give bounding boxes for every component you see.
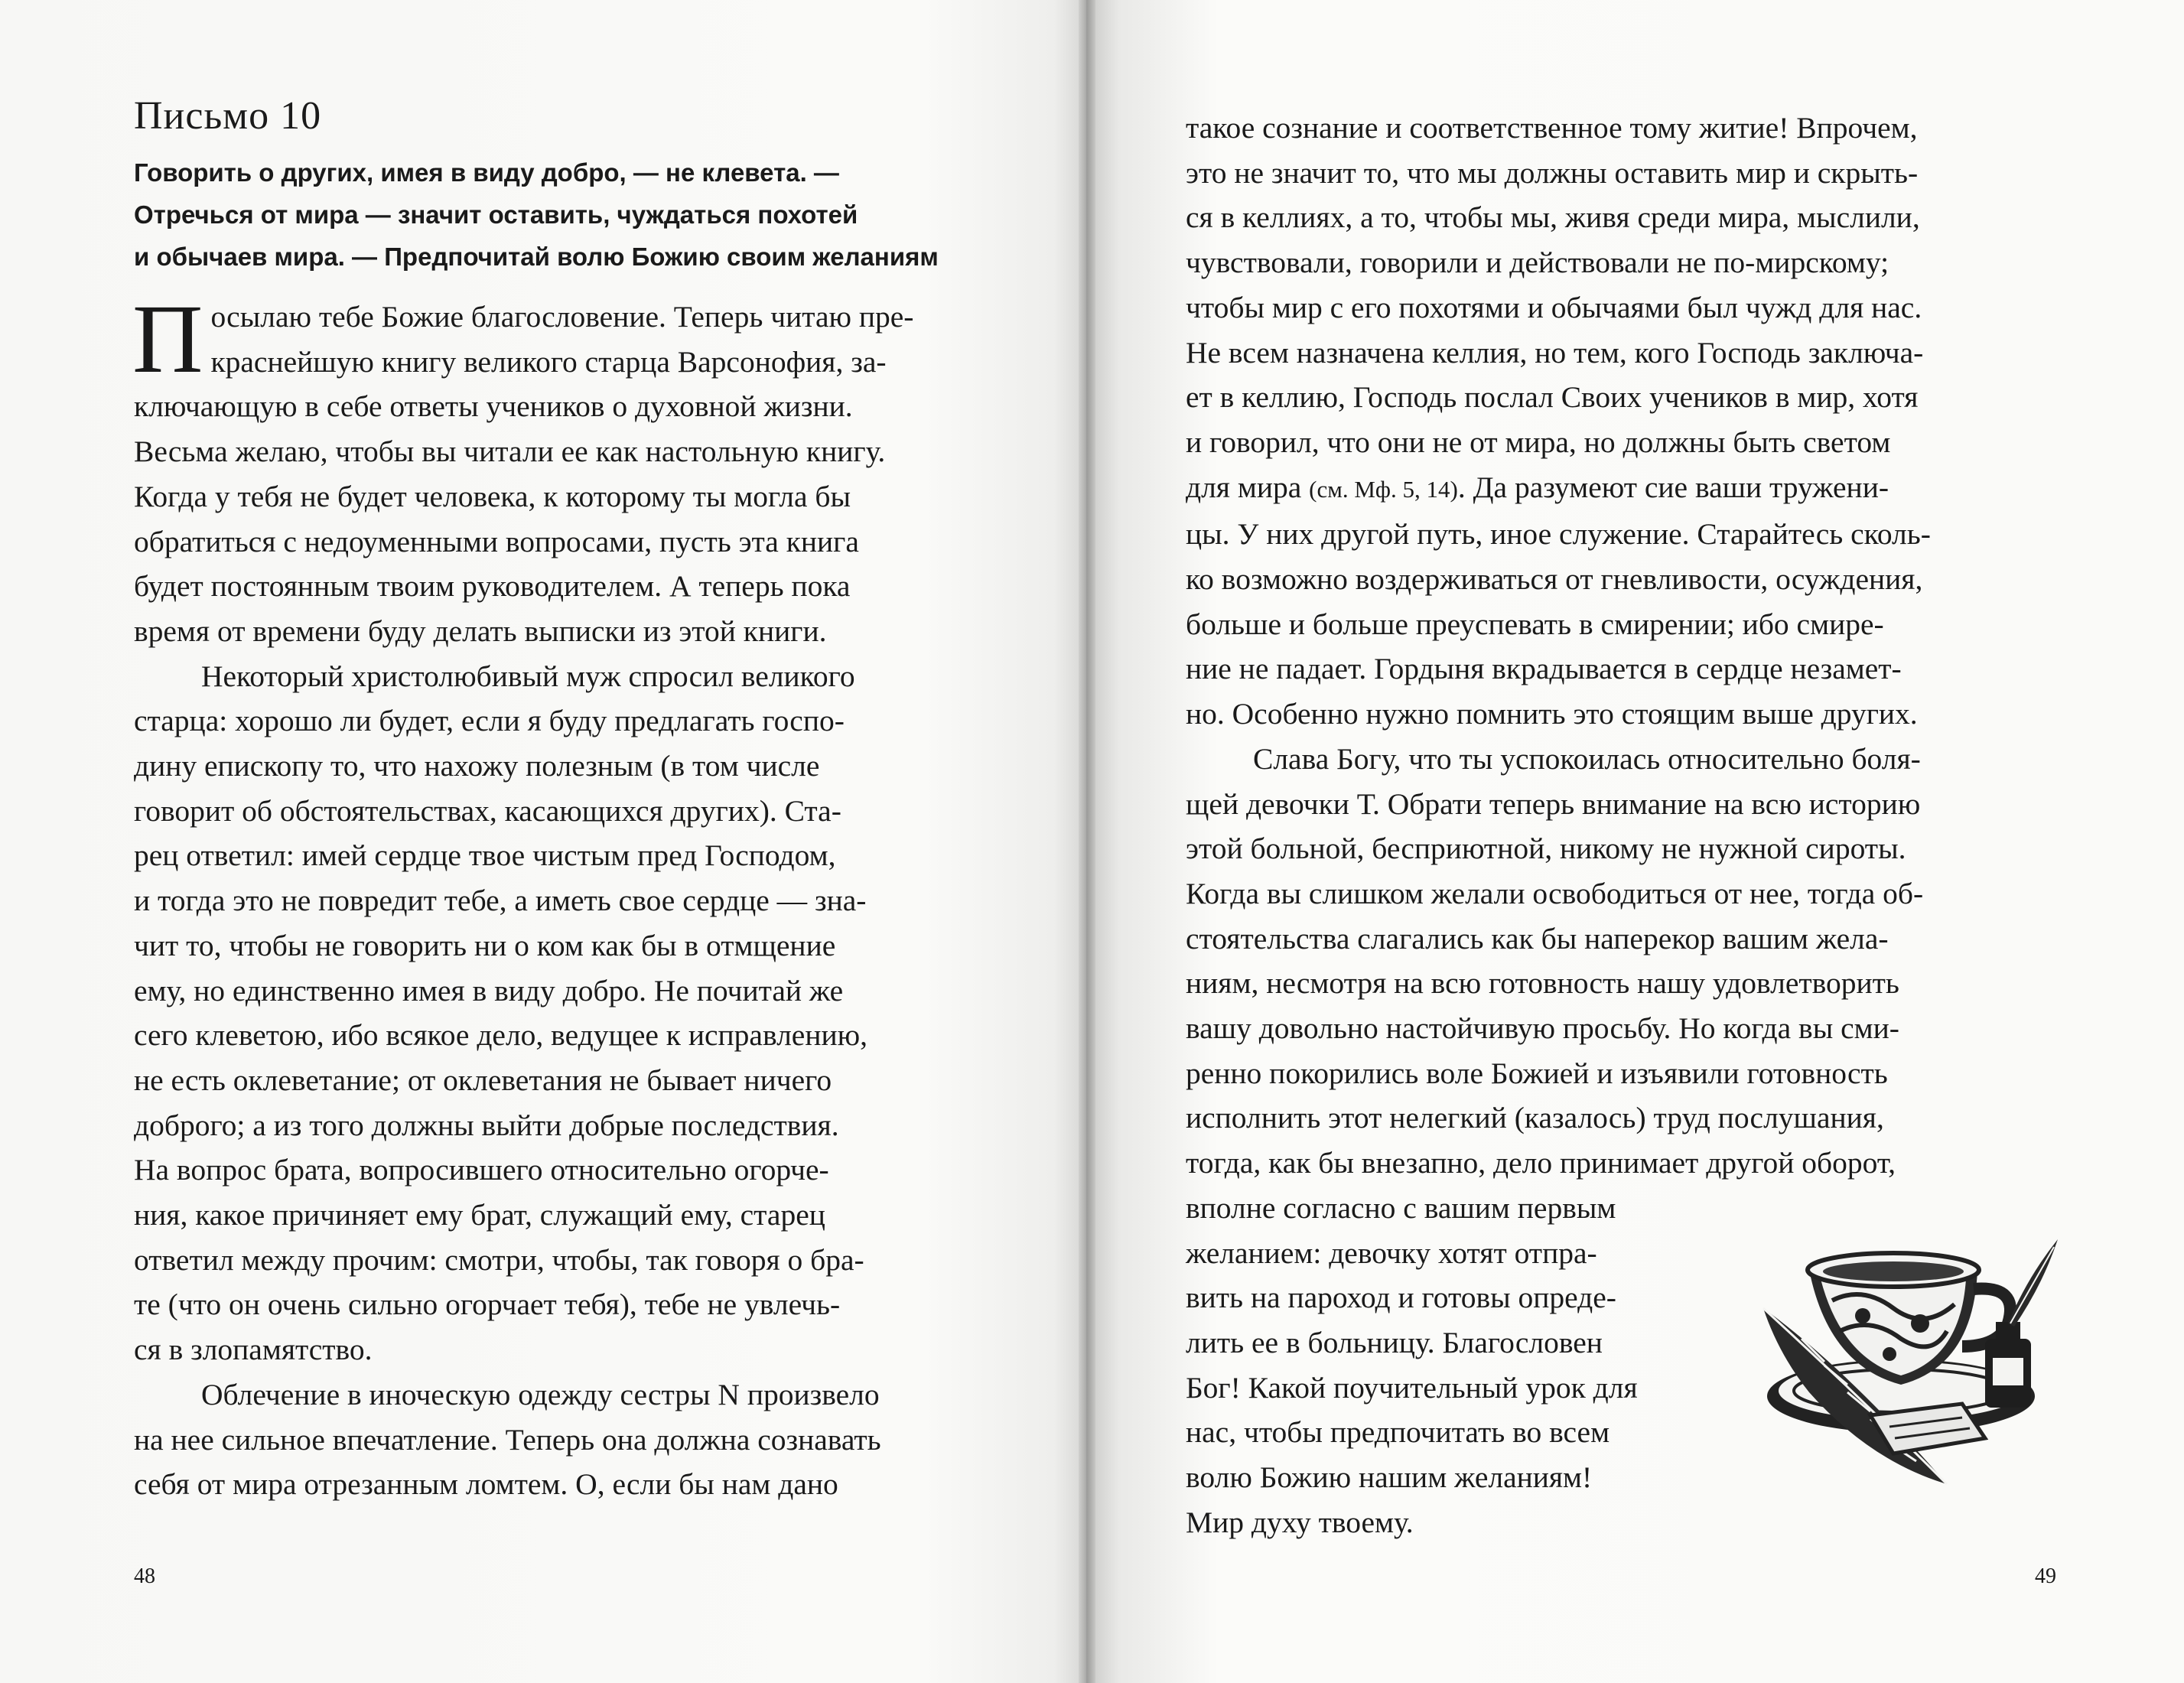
text-line: ния, какое причиняет ему брат, служащий ему, старец	[134, 1198, 825, 1232]
text-line: ответил между прочим: смотри, чтобы, так говоря о бра-	[134, 1242, 864, 1277]
text-line: чтобы мир с его похотями и обычаями был чужд для нас.	[1186, 290, 1922, 324]
text-line: время от времени буду делать выписки из этой книги.	[134, 614, 827, 648]
text-line: ет в келлию, Господь послал Своих учеников в мир, хотя	[1186, 380, 1919, 415]
text-line: ниям, несмотря на всю готовность нашу удовлетворить	[1186, 966, 1899, 1001]
text-line: больше и больше преуспевать в смирении; ибо смире-	[1186, 607, 1884, 641]
teacup-ink-quill-illustration-icon	[1756, 1232, 2062, 1515]
text-line: осылаю тебе Божие благословение. Теперь читаю пре-	[210, 300, 914, 334]
text-line: ся в келлиях, а то, чтобы мы, живя среди мира, мыслили,	[1186, 200, 1920, 235]
text-line: те (что он очень сильно огорчает тебя), тебе не увлечь-	[134, 1287, 841, 1322]
paragraph	[1186, 737, 2081, 1186]
text-line: ся в злопамятство.	[134, 1333, 373, 1367]
text-line: дину епископу то, что нахожу полезным (в том числе	[134, 749, 820, 783]
right-page	[1086, 0, 2184, 1683]
text-line: Когда вы слишком желали освободиться от нее, тогда об-	[1186, 876, 1924, 910]
text-line: сего клеветою, ибо всякое дело, ведущее к исправлению,	[134, 1018, 867, 1053]
subtitle-line: Отречься от мира — значит оставить, чуждаться похотей	[134, 200, 858, 229]
text-line: желанием: девочку хотят отпра-	[1186, 1235, 1597, 1270]
text-line: Весьма желаю, чтобы вы читали ее как настольную книгу.	[134, 435, 886, 469]
subtitle-line: и обычаев мира. — Предпочитай волю Божию своим желаниям	[134, 243, 939, 271]
paragraph	[134, 654, 998, 1372]
book-gutter	[1079, 0, 1095, 1683]
text-line: вить на пароход и готовы опреде-	[1186, 1281, 1616, 1315]
subtitle-line: Говорить о других, имея в виду добро, — не клевета. —	[134, 158, 839, 187]
text-line: цы. У них другой путь, иное служение. Старайтесь сколь-	[1186, 517, 1931, 552]
text-line: Слава Богу, что ты успокоилась относительно боля-	[1253, 741, 1921, 776]
scripture-reference: (см. Мф. 5, 14)	[1309, 475, 1458, 503]
text-line: этой больной, бесприютной, никому не нужной сироты.	[1186, 832, 1906, 866]
text-line: Когда у тебя не будет человека, к которому ты могла бы	[134, 479, 851, 513]
text-line: старца: хорошо ли будет, если я буду предлагать госпо-	[134, 704, 845, 738]
text-line: Облечение в иноческую одежду сестры N произвело	[201, 1377, 880, 1411]
text-line: щей девочки Т. Обрати теперь внимание на всю историю	[1186, 786, 1921, 821]
text-line: и тогда это не повредит тебе, а иметь свое сердце — зна-	[134, 884, 867, 918]
left-page-content	[134, 92, 998, 1507]
text-line: себя от мира отрезанным ломтем. О, если бы нам дано	[134, 1467, 838, 1502]
paragraph	[132, 285, 998, 654]
paragraph	[134, 1372, 998, 1507]
text-line: краснейшую книгу великого старца Варсонофия, за-	[210, 344, 887, 379]
text-line: ренно покорились воле Божией и изъявили готовность	[1186, 1056, 1888, 1090]
text-line: но. Особенно нужно помнить это стоящим выше других.	[1186, 697, 1918, 731]
text-line: это не значит то, что мы должны оставить мир и скрыть-	[1186, 155, 1919, 190]
text-line: на нее сильное впечатление. Теперь она должна сознавать	[134, 1422, 881, 1457]
left-page	[0, 0, 1086, 1683]
text-line: ему, но единственно имея в виду добро. Не почитай же	[134, 973, 844, 1008]
text-line: Не всем назначена келлия, но тем, кого Господь заключа-	[1186, 335, 1924, 369]
text-line: нас, чтобы предпочитать во всем	[1186, 1415, 1610, 1450]
text-line: рец ответил: имей сердце твое чистым пред Господом,	[134, 838, 836, 873]
text-line: Бог! Какой поучительный урок для	[1186, 1370, 1638, 1405]
text-line: стоятельства слагались как бы наперекор вашим жела-	[1186, 921, 1889, 955]
page-number: 49	[2035, 1564, 2056, 1588]
page-number: 48	[134, 1564, 155, 1588]
letter-title: Письмо 10	[134, 94, 322, 138]
text-line: доброго; а из того должны выйти добрые последствия.	[134, 1108, 839, 1142]
text-line: исполнить этот нелегкий (казалось) труд послушания,	[1186, 1101, 1884, 1135]
text-line: обратиться с недоуменными вопросами, пусть эта книга	[134, 524, 859, 558]
paragraph	[1186, 106, 2081, 737]
text-line: будет постоянным твоим руководителем. А теперь пока	[134, 569, 851, 604]
text-line: чувствовали, говорили и действовали не по-мирскому;	[1186, 246, 1889, 280]
text-line: тогда, как бы внезапно, дело принимает другой оборот,	[1186, 1146, 1896, 1180]
text-line: Мир духу твоему.	[1186, 1505, 1414, 1539]
text-line: ние не падает. Гордыня вкрадывается в сердце незамет-	[1186, 652, 1902, 686]
text-line: и говорил, что они не от мира, но должны быть светом	[1186, 425, 1891, 459]
text-line: лить ее в больницу. Благословен	[1186, 1325, 1603, 1359]
text-line: На вопрос брата, вопросившего относительно огорче-	[134, 1153, 829, 1187]
text-line: ко возможно воздерживаться от гневливости, осуждения,	[1186, 562, 1923, 597]
text-line: не есть оклеветание; от оклеветания не бывает ничего	[134, 1063, 832, 1097]
drop-cap: П	[132, 285, 203, 393]
text-line: говорит об обстоятельствах, касающихся других). Ста-	[134, 793, 841, 828]
text-line: Некоторый христолюбивый муж спросил великого	[201, 659, 855, 693]
text-fragment: . Да разумеют сие ваши тружени-	[1457, 470, 1889, 504]
text-line: вашу довольно настойчивую просьбу. Но когда вы сми-	[1186, 1011, 1899, 1046]
text-line: ключающую в себе ответы учеников о духовной жизни.	[134, 389, 853, 424]
text-fragment: для мира	[1186, 470, 1310, 504]
letter-subtitle	[134, 151, 998, 278]
text-line: волю Божию нашим желаниям!	[1186, 1460, 1593, 1495]
text-line-with-reference	[1186, 465, 2081, 513]
text-line: чит то, чтобы не говорить ни о ком как бы в отмщение	[134, 928, 836, 962]
text-line: вполне согласно с вашим первым	[1186, 1190, 1616, 1225]
text-line: такое сознание и соответственное тому житие! Впрочем,	[1186, 111, 1918, 145]
